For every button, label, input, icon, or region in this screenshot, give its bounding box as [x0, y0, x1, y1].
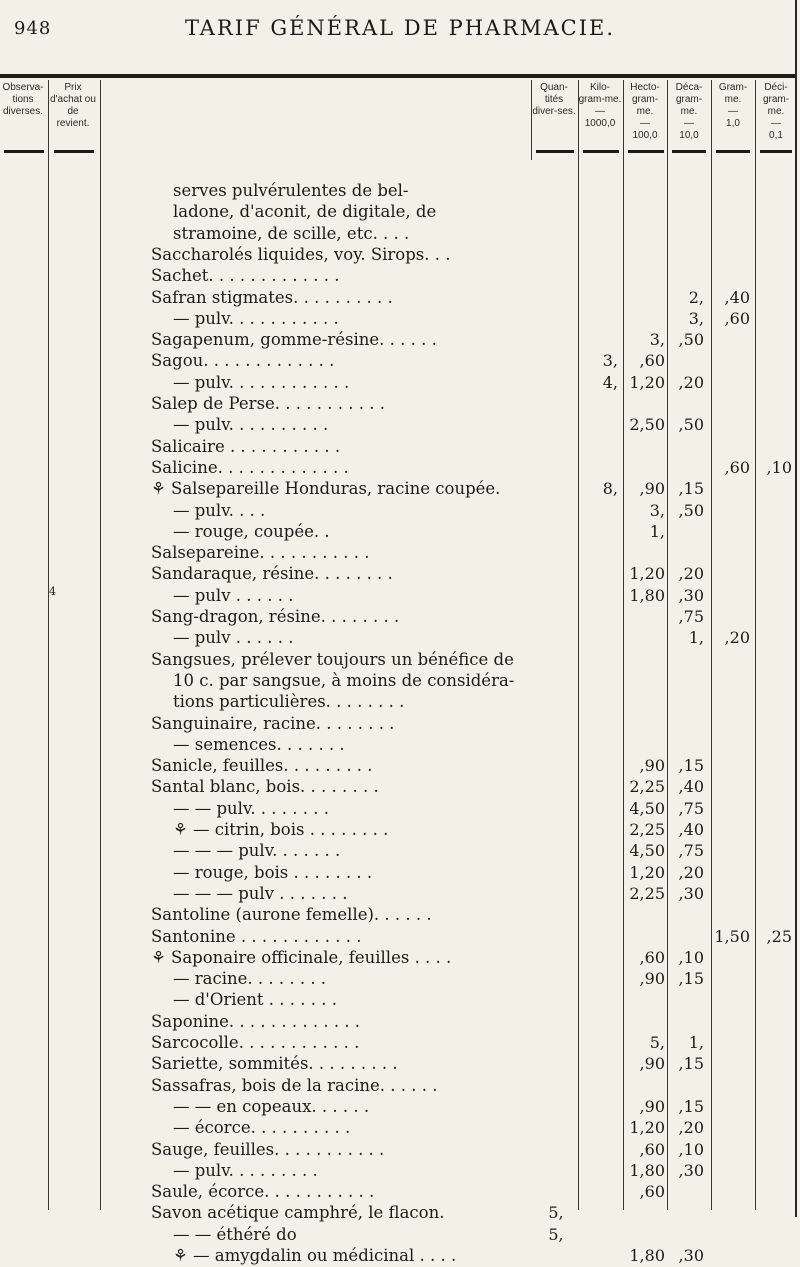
- top-rule: [0, 74, 796, 78]
- table-row: [0, 1053, 800, 1075]
- col-kilogramme: [578, 82, 622, 130]
- entry-label: ⚘ — amygdalin ou médicinal . . . .: [173, 1246, 457, 1265]
- price-deca: 3,: [688, 308, 704, 328]
- header-underline: [760, 150, 792, 153]
- col-hectogramme-label: Hecto-gram-me.: [630, 82, 660, 117]
- entry-label: Salsepareine. . . . . . . . . . .: [151, 543, 370, 563]
- price-hecto: 5,: [649, 1033, 665, 1052]
- entry-label: — rouge, coupée. .: [173, 521, 330, 541]
- table-row: [0, 798, 800, 820]
- table-row: [0, 649, 800, 671]
- table-row: [0, 223, 800, 245]
- col-gramme: [712, 82, 754, 130]
- price-hecto: 1,20: [629, 564, 665, 584]
- table-row: [0, 244, 800, 266]
- col-decagramme-value: 10,0: [679, 130, 699, 141]
- entry-label: — pulv . . . . . .: [173, 585, 294, 605]
- table-row: [0, 414, 800, 436]
- price-hecto: ,90: [639, 756, 665, 776]
- entry-label: Sandaraque, résine. . . . . . . .: [151, 564, 393, 584]
- price-hecto: ,60: [639, 947, 665, 967]
- price-deca: ,40: [678, 820, 704, 839]
- table-row: [0, 478, 800, 500]
- price-deca: ,15: [678, 756, 704, 776]
- price-deca: ,30: [678, 883, 704, 903]
- price-deca: ,15: [678, 969, 704, 989]
- entry-label: 10 c. par sangsue, à moins de considéra-: [173, 670, 515, 690]
- entry-label: Sagapenum, gomme-résine. . . . . .: [151, 330, 437, 350]
- table-row: [0, 734, 800, 756]
- col-hectogramme: [624, 82, 666, 142]
- table-row: [0, 819, 800, 841]
- col-dash: —: [684, 118, 694, 129]
- table-row: [0, 521, 800, 543]
- table-row: [0, 372, 800, 394]
- entry-label: Sang-dragon, résine. . . . . . . .: [151, 607, 400, 626]
- entry-label: Santonine . . . . . . . . . . . .: [151, 926, 362, 946]
- price-hecto: 4,50: [629, 798, 665, 818]
- table-row: [0, 713, 800, 735]
- entry-label: — rouge, bois . . . . . . . .: [173, 862, 373, 882]
- col-dash: —: [728, 106, 738, 117]
- price-deca: ,75: [678, 798, 704, 818]
- price-deca: ,15: [678, 1096, 704, 1116]
- entry-label: — d'Orient . . . . . . .: [173, 990, 337, 1010]
- table-row: [0, 563, 800, 585]
- entry-label: Sangsues, prélever toujours un bénéfice de: [151, 649, 514, 669]
- price-deca: ,50: [678, 330, 704, 350]
- price-deci: ,25: [766, 926, 792, 946]
- price-quan: 5,: [548, 1203, 564, 1223]
- entry-label: tions particulières. . . . . . . .: [173, 692, 405, 712]
- entry-label: — racine. . . . . . . .: [173, 969, 327, 989]
- price-gram: ,60: [724, 308, 750, 328]
- entry-label: — pulv. . . . . . . . .: [173, 1160, 318, 1180]
- entry-label: — — éthéré do: [173, 1224, 297, 1244]
- entry-label: Sagou. . . . . . . . . . . . .: [151, 351, 335, 371]
- price-kilo: 8,: [602, 479, 618, 499]
- price-hecto: 2,25: [629, 777, 665, 797]
- table-row: [0, 670, 800, 692]
- table-row: [0, 1245, 800, 1267]
- col-quantites: Quan-tités diver-ses.: [532, 82, 576, 117]
- price-hecto: ,90: [639, 479, 665, 499]
- price-deca: ,10: [678, 1139, 704, 1159]
- entry-label: Salicine. . . . . . . . . . . . .: [151, 457, 349, 477]
- table-row: [0, 585, 800, 607]
- header-underline: [54, 150, 94, 153]
- entry-label: — — — pulv . . . . . . .: [173, 883, 348, 903]
- entry-label: stramoine, de scille, etc. . . .: [173, 223, 410, 243]
- entry-label: ⚘ Saponaire officinale, feuilles . . . .: [151, 947, 452, 967]
- price-hecto: ,90: [639, 1096, 665, 1116]
- price-deca: ,30: [678, 585, 704, 605]
- price-deca: ,10: [678, 947, 704, 967]
- price-deca: ,75: [678, 607, 704, 626]
- table-row: [0, 968, 800, 990]
- table-row: [0, 500, 800, 522]
- price-quan: 5,: [548, 1224, 564, 1244]
- entry-label: Sanguinaire, racine. . . . . . . .: [151, 713, 395, 733]
- col-dash: —: [595, 106, 605, 117]
- price-hecto: ,60: [639, 1182, 665, 1202]
- col-kilogramme-value: 1000,0: [584, 118, 616, 129]
- table-row: [0, 926, 800, 948]
- table-row: [0, 201, 800, 223]
- entry-label: Sauge, feuilles. . . . . . . . . . .: [151, 1139, 385, 1159]
- price-gram: ,60: [724, 457, 750, 477]
- price-hecto: 1,80: [629, 1246, 665, 1265]
- entry-label: — pulv. . . . . . . . . .: [173, 415, 329, 435]
- col-kilogramme-label: Kilo-gram-me.: [578, 82, 622, 105]
- entry-label: Safran stigmates. . . . . . . . . .: [151, 287, 393, 307]
- table-row: [0, 1224, 800, 1246]
- price-hecto: 3,: [649, 500, 665, 520]
- price-kilo: 3,: [602, 351, 618, 371]
- table-row: [0, 840, 800, 862]
- price-deca: 1,: [688, 628, 704, 648]
- table-row: [0, 308, 800, 330]
- table-row: [0, 862, 800, 884]
- page-header: [0, 0, 800, 70]
- header-underline: [583, 150, 619, 153]
- price-gram: 1,50: [714, 926, 750, 946]
- header-underline: [4, 150, 44, 153]
- price-hecto: 2,25: [629, 820, 665, 839]
- price-hecto: ,60: [639, 1139, 665, 1159]
- entry-label: — pulv. . . .: [173, 500, 266, 520]
- entry-label: ladone, d'aconit, de digitale, de: [173, 202, 437, 222]
- entry-label: ⚘ Salsepareille Honduras, racine coupée.: [151, 479, 501, 499]
- entry-label: ⚘ — citrin, bois . . . . . . . .: [173, 820, 389, 839]
- price-deca: 2,: [688, 287, 704, 307]
- price-deca: ,75: [678, 841, 704, 861]
- table-row: [0, 1181, 800, 1203]
- header-underline: [536, 150, 574, 153]
- running-title: TARIF GÉNÉRAL DE PHARMACIE.: [184, 16, 616, 40]
- entry-label: Sanicle, feuilles. . . . . . . . .: [151, 756, 373, 776]
- col-decigramme-label: Déci-gram-me.: [762, 82, 790, 117]
- header-underline: [628, 150, 664, 153]
- col-dash: —: [771, 118, 781, 129]
- entry-label: Salicaire . . . . . . . . . . .: [151, 436, 341, 456]
- price-hecto: 1,20: [629, 1118, 665, 1138]
- table-row: [0, 436, 800, 458]
- price-deca: ,20: [678, 1118, 704, 1138]
- price-deca: ,20: [678, 564, 704, 584]
- entry-label: — écorce. . . . . . . . . .: [173, 1118, 351, 1138]
- price-hecto: 1,20: [629, 862, 665, 882]
- price-hecto: 1,80: [629, 585, 665, 605]
- table-row: [0, 329, 800, 351]
- price-hecto: 1,20: [629, 372, 665, 392]
- page-number: 948: [14, 18, 52, 39]
- price-deca: ,15: [678, 1054, 704, 1074]
- col-decigramme-value: 0,1: [769, 130, 783, 141]
- table-row: [0, 1011, 800, 1033]
- entry-label: Saponine. . . . . . . . . . . . .: [151, 1011, 361, 1031]
- price-deca: ,50: [678, 500, 704, 520]
- entry-label: Sassafras, bois de la racine. . . . . .: [151, 1075, 438, 1095]
- table-row: [0, 947, 800, 969]
- col-prix: Prix d'achat ou de revient.: [50, 82, 96, 129]
- price-hecto: 2,50: [629, 415, 665, 435]
- entry-label: Saule, écorce. . . . . . . . . . .: [151, 1182, 375, 1202]
- table-row: [0, 265, 800, 287]
- table-row: [0, 350, 800, 372]
- price-hecto: ,60: [639, 351, 665, 371]
- table-row: [0, 1117, 800, 1139]
- table-row: [0, 776, 800, 798]
- entry-label: Santal blanc, bois. . . . . . . .: [151, 777, 379, 797]
- price-hecto: ,90: [639, 1054, 665, 1074]
- table-row: [0, 287, 800, 309]
- entry-label: Salep de Perse. . . . . . . . . . .: [151, 394, 385, 413]
- price-deca: ,20: [678, 862, 704, 882]
- entry-label: Santoline (aurone femelle). . . . . .: [151, 905, 432, 925]
- col-decigramme: [756, 82, 796, 142]
- table-row: [0, 1096, 800, 1118]
- table-row: [0, 755, 800, 777]
- price-deca: ,30: [678, 1160, 704, 1180]
- table-row: [0, 989, 800, 1011]
- price-deca: ,50: [678, 415, 704, 435]
- price-deca: ,15: [678, 479, 704, 499]
- price-deca: ,40: [678, 777, 704, 797]
- entry-label: Savon acétique camphré, le flacon.: [151, 1203, 445, 1223]
- col-gramme-value: 1,0: [726, 118, 740, 129]
- table-row: [0, 393, 800, 415]
- table-row: [0, 1139, 800, 1161]
- price-gram: ,20: [724, 628, 750, 648]
- table-row: [0, 180, 800, 202]
- table-row: [0, 883, 800, 905]
- table-row: [0, 691, 800, 713]
- entry-label: Sariette, sommités. . . . . . . . .: [151, 1054, 398, 1074]
- margin-mark: 4: [49, 585, 56, 598]
- entry-label: — pulv . . . . . .: [173, 628, 294, 648]
- table-row: [0, 1160, 800, 1182]
- header-underline: [672, 150, 706, 153]
- col-decagramme-label: Déca-gram-me.: [675, 82, 703, 117]
- price-gram: ,40: [724, 287, 750, 307]
- column-rule: [531, 80, 532, 160]
- col-dash: —: [640, 118, 650, 129]
- table-row: [0, 627, 800, 649]
- price-deca: ,20: [678, 372, 704, 392]
- table-row: [0, 542, 800, 564]
- entry-label: Saccharolés liquides, voy. Sirops. . .: [151, 244, 451, 264]
- price-hecto: 1,80: [629, 1160, 665, 1180]
- price-kilo: 4,: [602, 372, 618, 392]
- entry-label: — — — pulv. . . . . . .: [173, 841, 341, 861]
- table-row: [0, 1202, 800, 1224]
- entry-label: Sachet. . . . . . . . . . . . .: [151, 266, 340, 286]
- price-hecto: 1,: [649, 521, 665, 541]
- table-row: [0, 904, 800, 926]
- entry-label: — pulv. . . . . . . . . . . .: [173, 372, 350, 392]
- price-hecto: ,90: [639, 969, 665, 989]
- entry-label: — — en copeaux. . . . . .: [173, 1096, 370, 1116]
- price-hecto: 2,25: [629, 883, 665, 903]
- entry-label: — — pulv. . . . . . . .: [173, 798, 329, 818]
- header-underline: [716, 150, 750, 153]
- entry-label: — semences. . . . . . .: [173, 734, 345, 754]
- col-hectogramme-value: 100,0: [632, 130, 658, 141]
- table-row: [0, 1075, 800, 1097]
- col-decagramme: [668, 82, 710, 142]
- table-row: [0, 606, 800, 628]
- table-row: [0, 457, 800, 479]
- price-hecto: 3,: [649, 330, 665, 350]
- table-row: [0, 1032, 800, 1054]
- price-deci: ,10: [766, 457, 792, 477]
- entry-label: — pulv. . . . . . . . . . .: [173, 308, 339, 328]
- price-deca: 1,: [688, 1033, 704, 1052]
- price-deca: ,30: [678, 1246, 704, 1265]
- col-observations: Observa-tions diverses.: [2, 82, 44, 117]
- price-hecto: 4,50: [629, 841, 665, 861]
- entry-label: serves pulvérulentes de bel-: [173, 181, 409, 200]
- entry-label: Sarcocolle. . . . . . . . . . . .: [151, 1033, 360, 1052]
- col-gramme-label: Gram-me.: [718, 82, 748, 105]
